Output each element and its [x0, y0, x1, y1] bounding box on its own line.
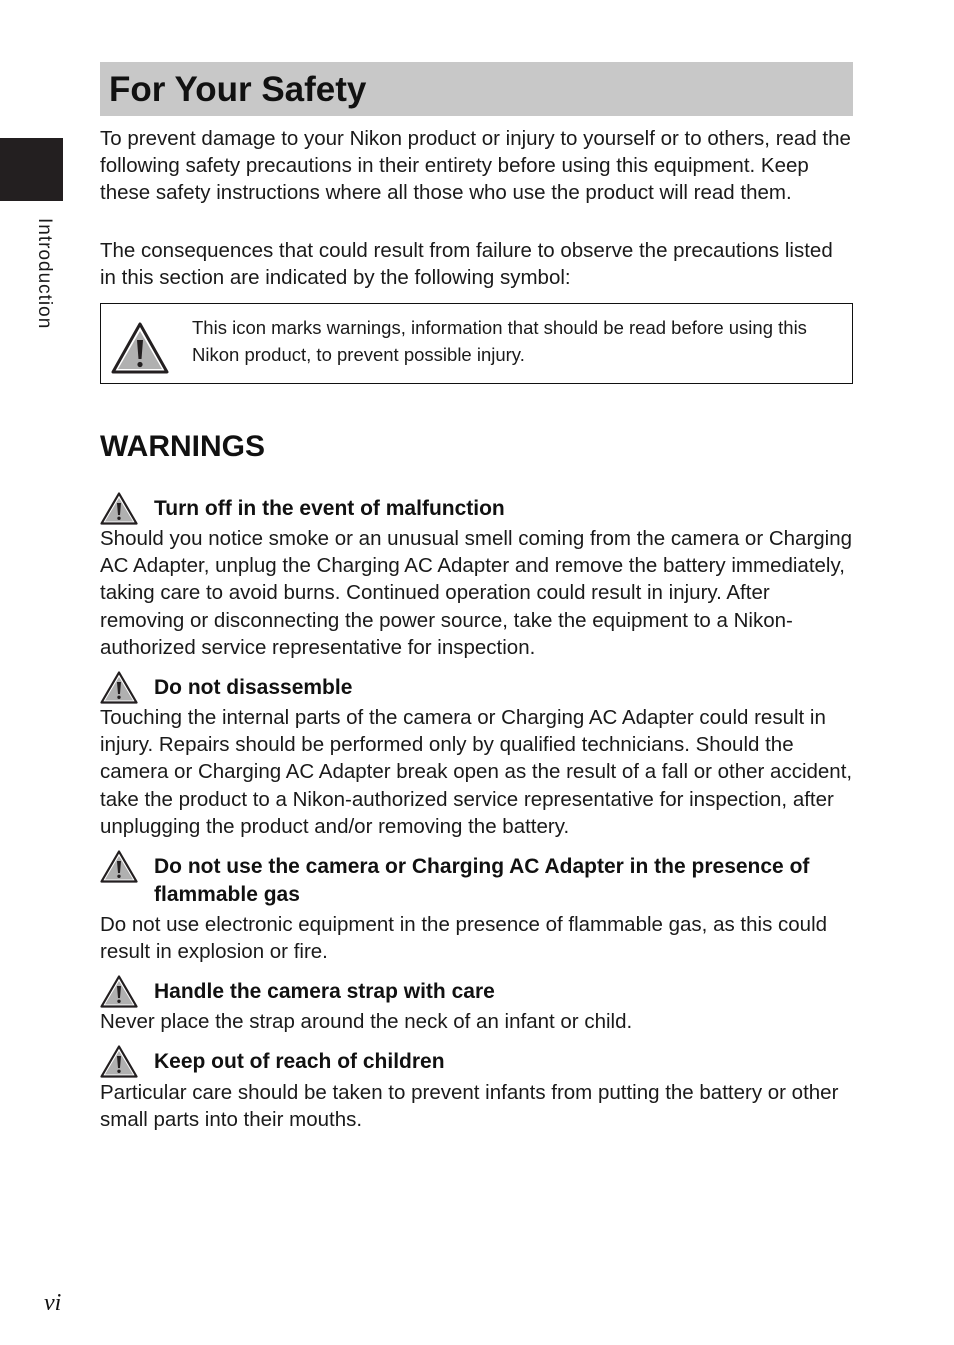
warning-triangle-icon — [100, 975, 138, 1008]
warning-triangle-icon — [100, 850, 138, 883]
chapter-tab — [0, 138, 63, 201]
warning-triangle-icon — [100, 492, 138, 525]
chapter-label: Introduction — [34, 218, 55, 330]
warning-triangle-icon — [111, 322, 169, 374]
consequence-paragraph: The consequences that could result from failure to observe the precautions listed in this section are indicated by the following symbol: — [100, 239, 833, 290]
warning-body: Do not use electronic equipment in the presence of flammable gas, as this could result in explosion or fire. — [100, 913, 828, 964]
page-number: vi — [44, 1290, 62, 1316]
warnings-heading: WARNINGS — [100, 430, 265, 463]
warning-triangle-icon — [100, 671, 138, 704]
warning-body: Never place the strap around the neck of an infant or child. — [100, 1010, 633, 1033]
page-title: For Your Safety — [109, 69, 367, 109]
warning-body: Touching the internal parts of the camera or Charging AC Adapter could result in injury. Repairs should be performed only by qualified technicians. Should the camera or Charging AC Adapter break open as the result of a fall or other accident, take the product to a Nikon-authorized service representative for inspection, after unplugging the product and/or removing the battery. — [100, 706, 853, 838]
title-bar — [100, 62, 853, 116]
warning-body: Particular care should be taken to prevent infants from putting the battery or other small parts into their mouths. — [100, 1081, 839, 1132]
warning-title: Turn off in the event of malfunction — [154, 497, 505, 520]
warning-title: Keep out of reach of children — [154, 1050, 445, 1073]
warning-body: Should you notice smoke or an unusual smell coming from the camera or Charging AC Adapter, unplug the Charging AC Adapter and remove the battery immediately, taking care to avoid burns. Continued operation could result in injury. After removing or disconnecting the power source, take the equipment to a Nikon-authorized service representative for inspection. — [100, 527, 853, 659]
warning-title: Do not disassemble — [154, 676, 353, 699]
warning-title: Do not use the camera or Charging AC Adapter in the presence of flammable gas — [154, 855, 810, 906]
notice-text: This icon marks warnings, information that should be read before using this Nikon product, to prevent possible injury. — [192, 317, 807, 365]
warning-triangle-icon — [100, 1045, 138, 1078]
intro-paragraph: To prevent damage to your Nikon product or injury to yourself or to others, read the following safety precautions in their entirety before using this equipment. Keep these safety instructions where all those who use the product will read them. — [100, 127, 851, 205]
warning-title: Handle the camera strap with care — [154, 980, 495, 1003]
notice-box — [100, 303, 853, 384]
